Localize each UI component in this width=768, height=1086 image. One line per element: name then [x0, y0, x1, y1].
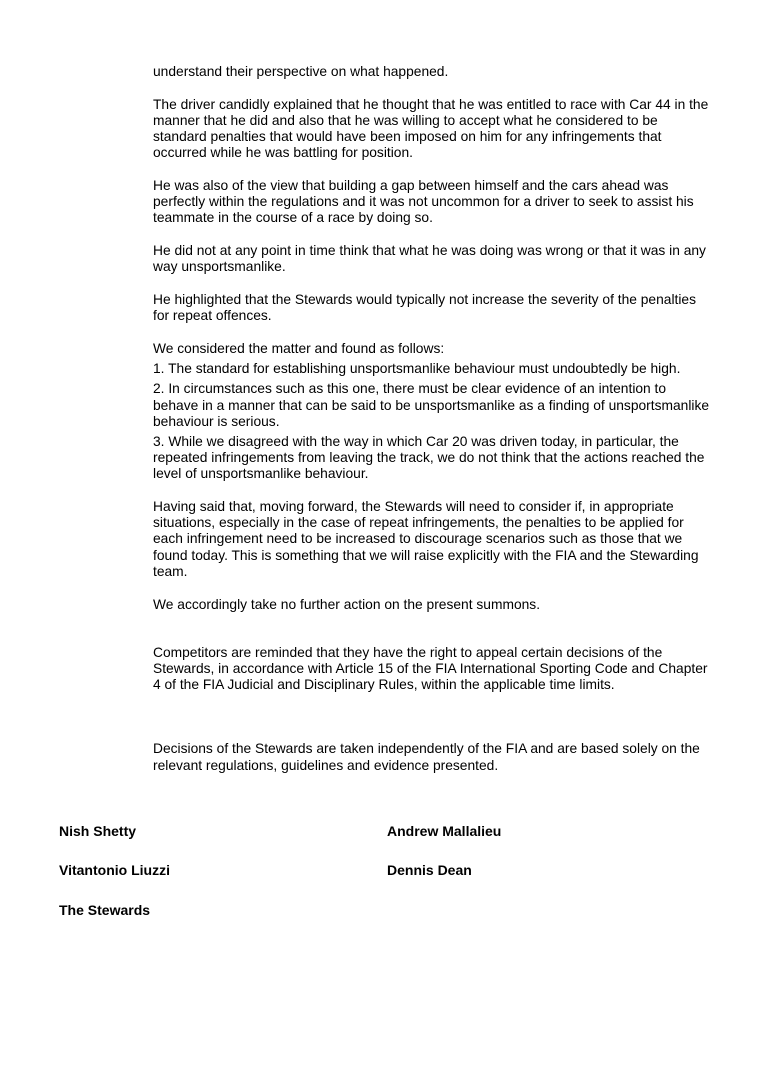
stewards-label: The Stewards — [59, 902, 151, 918]
paragraph-not-wrong: He did not at any point in time think that what he was doing was wrong or that it was in any way unsportsmanlike. — [153, 243, 706, 275]
finding-3: 3. While we disagreed with the way in which Car 20 was driven today, in particular, the repeated infringements from leaving the track, we do not think that the actions reached the level of unsportsmanlike behaviour. — [153, 433, 705, 482]
paragraph-gap-building: He was also of the view that building a gap between himself and the cars ahead was perfectly within the regulations and it was not uncommon for a driver to seek to assist his teammate in the course of a race by doing so. — [153, 178, 694, 226]
paragraph-repeat-offences: He highlighted that the Stewards would typically not increase the severity of the penalties for repeat offences. — [153, 292, 696, 324]
paragraph-independence-notice: Decisions of the Stewards are taken independently of the FIA and are based solely on the relevant regulations, guidelines and evidence presented. — [153, 741, 700, 773]
paragraph-considered: We considered the matter and found as follows: — [153, 340, 445, 356]
steward-name-2: Andrew Mallalieu — [387, 823, 502, 839]
steward-name-4: Dennis Dean — [387, 862, 472, 878]
decision-body — [153, 64, 713, 774]
finding-1: 1. The standard for establishing unsportsmanlike behaviour must undoubtedly be high. — [153, 361, 681, 377]
steward-name-3: Vitantonio Liuzzi — [59, 862, 170, 878]
paragraph-continuation: understand their perspective on what happened. — [153, 64, 449, 79]
paragraph-driver-explanation: The driver candidly explained that he thought that he was entitled to race with Car 44 in the manner that he did and also that he was willing to accept what he considered to be standard penalties that would have been imposed on him for any infringements that occurred while he was battling for position. — [153, 96, 709, 161]
paragraph-moving-forward: Having said that, moving forward, the Stewards will need to consider if, in appropriate situations, especially in the case of repeat infringements, the penalties to be applied for each infringement need to be increased to discourage scenarios such as those that we found today. This is something that we will raise explicitly with the FIA and the Stewarding team. — [153, 499, 699, 579]
steward-name-1: Nish Shetty — [59, 823, 137, 839]
finding-2: 2. In circumstances such as this one, there must be clear evidence of an intention to behave in a manner that can be said to be unsportsmanlike as a finding of unsportsmanlike behaviour is serious. — [153, 381, 710, 429]
paragraph-no-further-action: We accordingly take no further action on the present summons. — [153, 596, 541, 612]
paragraph-appeal-notice: Competitors are reminded that they have the right to appeal certain decisions of the Stewards, in accordance with Article 15 of the FIA International Sporting Code and Chapter 4 of the FIA Judicial and Disciplinary Rules, within the applicable time limits. — [153, 644, 708, 693]
